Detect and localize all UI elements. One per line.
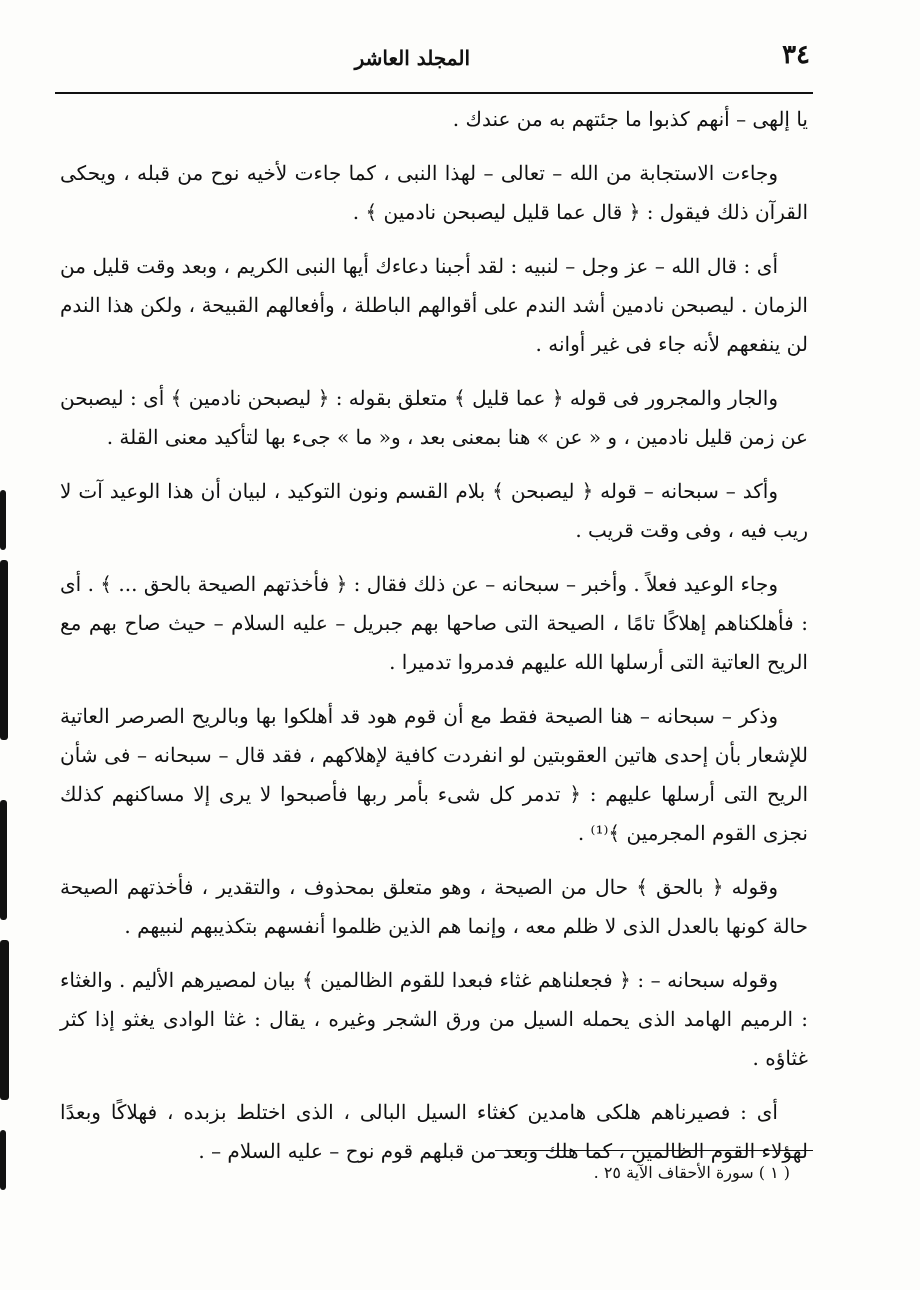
paragraph: وذكر – سبحانه – هنا الصيحة فقط مع أن قوم هود قد أهلكوا بها وبالريح الصرصر العاتية للإشعار بأن إحدى هاتين العقوبتين لو انفردت كافية لإهلاكهم ، فقد قال – سبحانه – فى شأن الريح التى أرسلها عليهم : ﴿ تدمر كل شىء بأمر ربها فأصبحوا لا يرى إلا مساكنهم كذلك نجزى القوم المجرمين ﴾⁽¹⁾ . <box>60 704 808 845</box>
paragraph: وقوله سبحانه – : ﴿ فجعلناهم غثاء فبعدا للقوم الظالمين ﴾ بيان لمصيرهم الأليم . والغثاء : الرميم الهامد الذى يحمله السيل من ورق الشجر وغيره ، يقال : غثا الوادى يغثو إذا كثر غثاؤه . <box>60 968 808 1070</box>
scan-edge-mark <box>0 940 9 1100</box>
paragraph: يا إلهى – أنهم كذبوا ما جئتهم به من عندك . <box>452 107 808 131</box>
paragraph: وقوله ﴿ بالحق ﴾ حال من الصيحة ، وهو متعلق بمحذوف ، والتقدير ، فأخذتهم الصيحة حالة كونها بالعدل الذى لا ظلم معه ، وإنما هم الذين ظلموا أنفسهم بتكذيبهم لنبيهم . <box>60 875 808 938</box>
footnote: ( ١ ) سورة الأحقاف الآية ٢٥ . <box>593 1163 790 1182</box>
page-header <box>55 40 810 90</box>
paragraph: أى : قال الله – عز وجل – لنبيه : لقد أجبنا دعاءك أيها النبى الكريم ، وبعد وقت قليل من الزمان . ليصبحن نادمين أشد الندم على أقوالهم الباطلة ، وأفعالهم القبيحة ، ولكن هذا الندم لن ينفعهم لأنه جاء فى غير أوانه . <box>60 254 808 356</box>
scan-edge-mark <box>0 800 7 920</box>
scan-edge-mark <box>0 560 8 740</box>
paragraph: والجار والمجرور فى قوله ﴿ عما قليل ﴾ متعلق بقوله : ﴿ ليصبحن نادمين ﴾ أى : ليصبحن عن زمن قليل نادمين ، و « عن » هنا بمعنى بعد ، و« ما » جىء بها لتأكيد معنى القلة . <box>60 386 808 449</box>
paragraph: أى : فصيرناهم هلكى هامدين كغثاء السيل البالى ، الذى اختلط بزبده ، فهلاكًا وبعدًا لهؤلاء القوم الظالمين ، كما هلك وبعد من قبلهم قوم نوح – عليه السلام – . <box>60 1100 808 1163</box>
page-number: ٣٤ <box>782 40 810 70</box>
footnote-divider <box>495 1150 813 1151</box>
paragraph: وجاءت الاستجابة من الله – تعالى – لهذا النبى ، كما جاءت لأخيه نوح من قبله ، ويحكى القرآن ذلك فيقول : ﴿ قال عما قليل ليصبحن نادمين ﴾ . <box>60 161 808 224</box>
paragraph: وجاء الوعيد فعلاً . وأخبر – سبحانه – عن ذلك فقال : ﴿ فأخذتهم الصيحة بالحق ... ﴾ . أى : فأهلكناهم إهلاكًا تامًا ، الصيحة التى صاحها بهم جبريل – عليه السلام – حيث صاح بهم مع الريح العاتية التى أرسلها الله عليهم فدمروا تدميرا . <box>60 572 808 674</box>
main-text <box>60 100 808 1186</box>
scan-edge-mark <box>0 1130 6 1190</box>
paragraph: وأكد – سبحانه – قوله ﴿ ليصبحن ﴾ بلام القسم ونون التوكيد ، لبيان أن هذا الوعيد آت لا ريب فيه ، وفى وقت قريب . <box>60 479 808 542</box>
header-divider <box>55 92 813 94</box>
volume-title: المجلد العاشر <box>354 46 470 70</box>
scan-edge-mark <box>0 490 6 550</box>
